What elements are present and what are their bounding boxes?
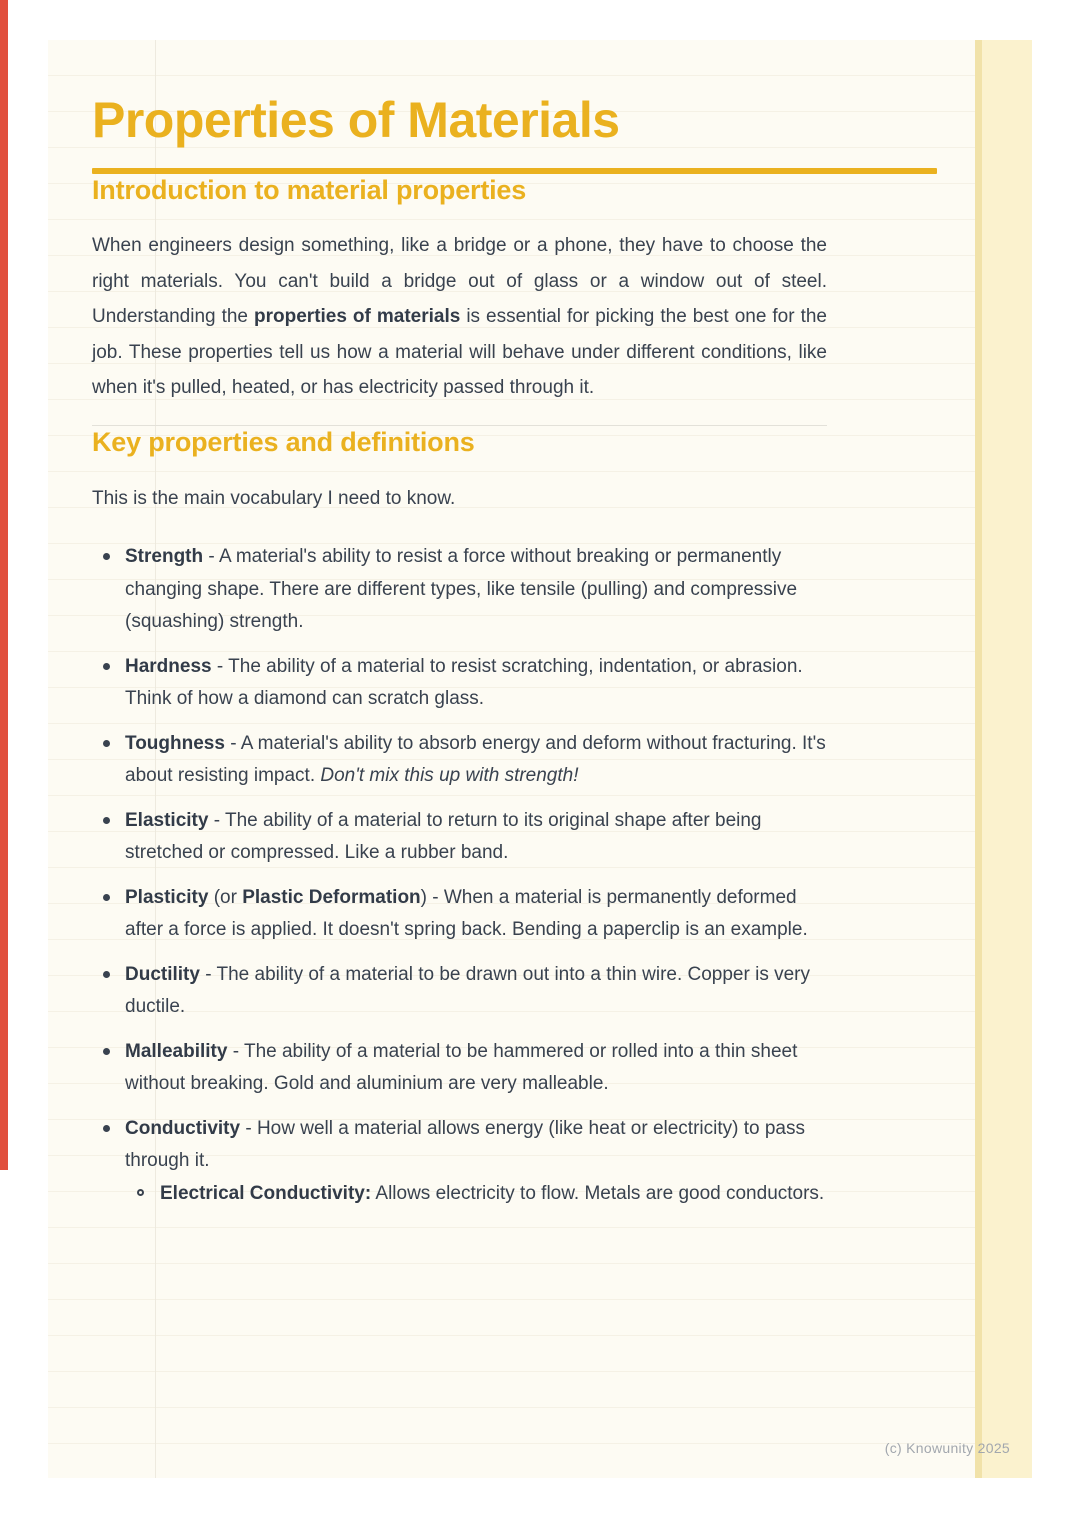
text-run: - The ability of a material to be hammered or rolled into a thin sheet without breaking. Gold and aluminium are very malleable. [125, 1040, 798, 1095]
list-item [92, 882, 832, 947]
bullet-marker [103, 663, 110, 670]
sub-list-item [125, 1178, 832, 1211]
section-heading-key-properties: Key properties and definitions [92, 426, 475, 457]
bullet-marker [103, 553, 110, 560]
italic-text-run: Don't mix this up with strength! [320, 765, 579, 787]
page-content [92, 40, 937, 1222]
bold-text-run: Ductility [125, 963, 200, 985]
notes-page [48, 40, 1032, 1478]
text-run: - The ability of a material to resist scratching, indentation, or abrasion. Think of how a diamond can scratch glass. [125, 655, 803, 710]
list-item [92, 805, 832, 870]
list-item [92, 1036, 832, 1101]
bold-text-run: Plastic Deformation [242, 886, 421, 908]
list-item-text [125, 656, 803, 710]
copyright-notice: (c) Knowunity 2025 [884, 1440, 1010, 1456]
bullet-marker [103, 894, 110, 901]
sub-list [125, 1178, 832, 1211]
text-run: - The ability of a material to return to its original shape after being stretched or compressed. Like a rubber band. [125, 809, 762, 864]
bullet-marker [103, 1125, 110, 1132]
lead-paragraph: This is the main vocabulary I need to know. [92, 488, 456, 510]
list-item-text [125, 733, 826, 787]
list-item [92, 1113, 832, 1211]
intro-paragraph [92, 228, 827, 406]
bold-text-run: Hardness [125, 655, 212, 677]
list-item-text [125, 887, 808, 941]
text-run: - How well a material allows energy (like heat or electricity) to pass through it. [125, 1117, 805, 1172]
list-item-text [125, 810, 762, 864]
text-run: When engineers design something, like a bridge or a phone, they have to choose the right materials. You can't build a bridge out of glass or a window out of steel. Understanding the [92, 235, 827, 328]
list-item [92, 959, 832, 1024]
text-run: - A material's ability to resist a force without breaking or permanently changing shape. There are different types, like tensile (pulling) and compressive (squashing) strength. [125, 546, 798, 633]
list-item-text [125, 1041, 797, 1095]
text-run: is essential for picking the best one for the job. These properties tell us how a material will behave under different conditions, like when it's pulled, heated, or has electricity passed through it. [92, 306, 827, 399]
sub-list-item-text [160, 1183, 824, 1204]
list-item [92, 651, 832, 716]
list-item-text [125, 546, 797, 632]
bullet-marker [103, 1048, 110, 1055]
page-title: Properties of Materials [92, 92, 620, 148]
bold-text-run: properties of materials [254, 306, 461, 328]
bold-text-run: Plasticity [125, 886, 209, 908]
bullet-marker [103, 971, 110, 978]
text-run: (or [208, 886, 243, 908]
text-run: - The ability of a material to be drawn out into a thin wire. Copper is very ductile. [125, 963, 811, 1018]
bold-text-run: Malleability [125, 1040, 228, 1062]
bold-text-run: Strength [125, 546, 204, 568]
bold-text-run: Elasticity [125, 809, 209, 831]
sub-bullet-marker [137, 1189, 144, 1196]
section-heading-introduction: Introduction to material properties [92, 175, 527, 205]
key-properties-list [92, 541, 832, 1210]
text-run: - A material's ability to absorb energy and deform without fracturing. It's about resisting impact. [125, 732, 826, 787]
right-edge-yellow-stripe [975, 40, 1032, 1478]
text-run: ) - When a material is permanently deformed after a force is applied. It doesn't spring back. Bending a paperclip is an example. [125, 886, 808, 941]
text-run: Allows electricity to flow. Metals are good conductors. [371, 1182, 825, 1204]
list-item-text [125, 964, 810, 1018]
bullet-marker [103, 740, 110, 747]
list-item-text [125, 1118, 805, 1172]
list-item [92, 541, 832, 639]
bold-text-run: Toughness [125, 732, 225, 754]
bold-text-run: Electrical Conductivity: [160, 1182, 372, 1204]
left-edge-red-stripe [0, 0, 8, 1170]
bullet-marker [103, 817, 110, 824]
bold-text-run: Conductivity [125, 1117, 241, 1139]
list-item [92, 728, 832, 793]
